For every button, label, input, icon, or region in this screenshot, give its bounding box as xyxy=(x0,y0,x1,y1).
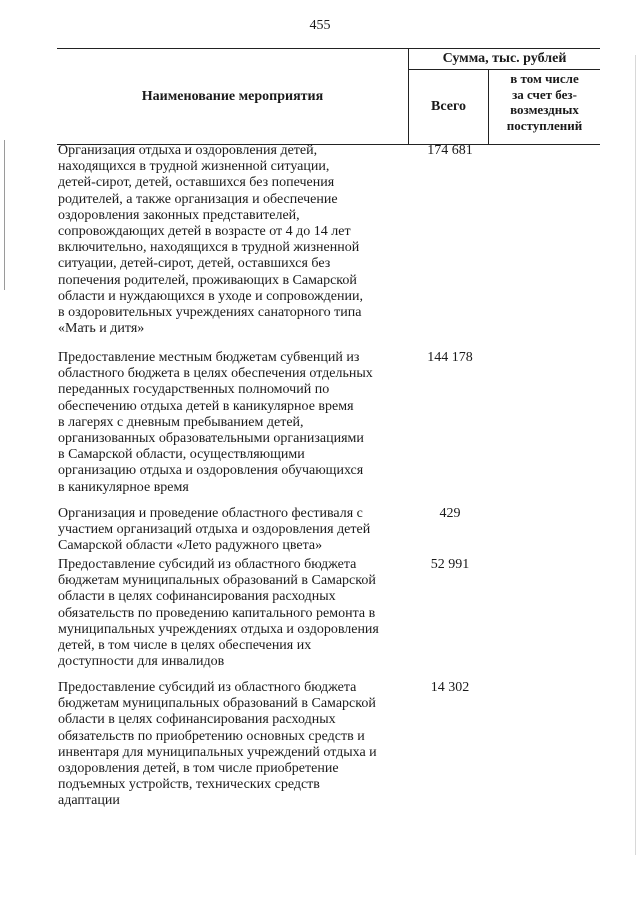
header-activity-name: Наименование мероприятия xyxy=(57,49,409,144)
row-total-value: 14 302 xyxy=(430,680,470,695)
row-activity-name: Организация и проведение областного фестиваля с участием организаций отдыха и оздоровления детей Самарской области «Лето радужного цвета» xyxy=(58,506,371,554)
row-total-value: 429 xyxy=(439,506,461,521)
header-sum: Сумма, тыс. рублей xyxy=(409,49,600,70)
row-activity-name: Предоставление субсидий из областного бюджета бюджетам муниципальных образований в Самарской области в целях софинансирования расходных обязательств по проведению капитального ремонта в муниципальных учреждениях отдыха и оздоровления детей, в том числе в целях обеспечения их доступности для инвалидов xyxy=(58,557,379,670)
table-header xyxy=(57,48,600,145)
row-activity-name: Предоставление субсидий из областного бюджета бюджетам муниципальных образований в Самарской области в целях софинансирования расходных обязательств по приобретению основных средств и инвентаря для муниципальных учреждений отдыха и оздоровления детей, в том числе приобретение подъемных устройств, технических средств адаптации xyxy=(58,680,377,809)
row-activity-name: Организация отдыха и оздоровления детей, находящихся в трудной жизненной ситуации, детей-сирот, детей, оставшихся без попечения родителей, а также организация и обеспечение оздоровления законных представителей, сопровождающих детей в возрасте от 4 до 14 лет включительно, находящихся в трудной жизненной ситуации, детей-сирот, детей, оставшихся без попечения родителей, проживающих в Самарской области и нуждающихся в уходе и сопровождении, в оздоровительных учреждениях санаторного типа «Мать и дитя» xyxy=(58,143,363,337)
row-total-value: 52 991 xyxy=(430,557,470,572)
page-number: 455 xyxy=(309,18,331,33)
scan-margin-line xyxy=(4,140,5,290)
scan-edge-line xyxy=(635,55,636,855)
row-activity-name: Предоставление местным бюджетам субвенций из областного бюджета в целях обеспечения отдельных переданных государственных полномочий по обеспечению отдыха детей в каникулярное время в лагерях с дневным пребыванием детей, организованных образовательными организациями в Самарской области, осуществляющими организацию отдыха и оздоровления обучающихся в каникулярное время xyxy=(58,350,373,495)
row-total-value: 144 178 xyxy=(427,350,473,365)
row-total-value: 174 681 xyxy=(427,143,473,158)
header-total: Всего xyxy=(409,70,489,144)
header-grants: в том числе за счет без- возмездных поступлений xyxy=(506,71,583,133)
